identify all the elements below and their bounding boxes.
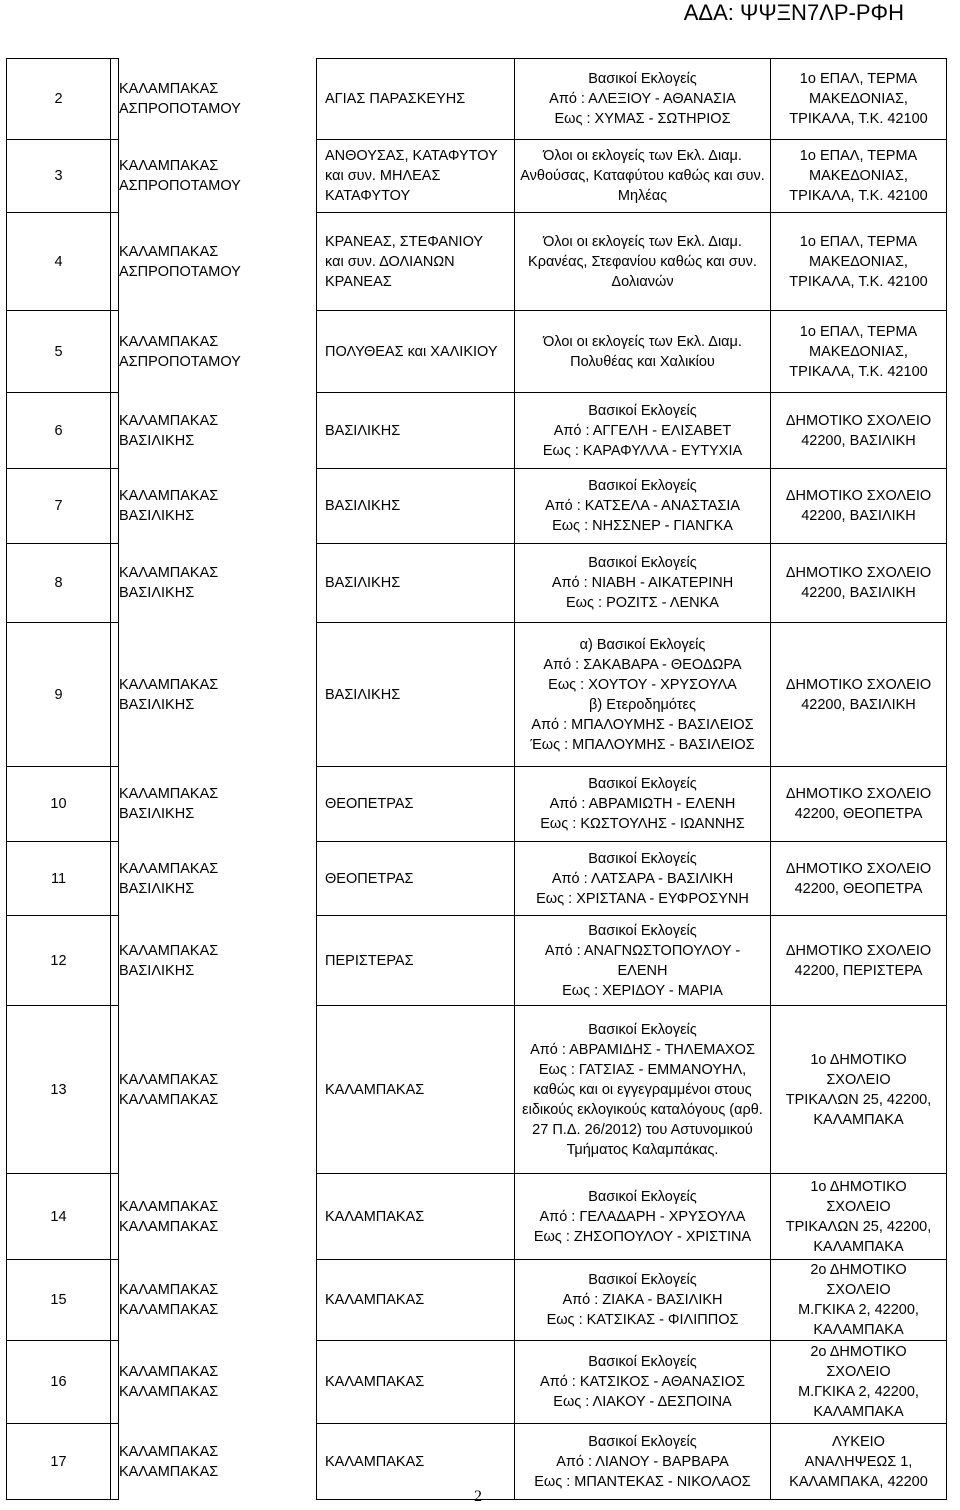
station-number: 6 [7, 393, 111, 469]
station-number: 5 [7, 311, 111, 393]
table-row [7, 311, 947, 393]
polling-venue: 2ο ΔΗΜΟΤΙΚΟ ΣΧΟΛΕΙΟ Μ.ΓΚΙΚΑ 2, 42200, ΚΑΛΑΜΠΑΚΑ [771, 1341, 947, 1424]
voter-range: Όλοι οι εκλογείς των Εκλ. Διαμ. Ανθούσας, Καταφύτου καθώς και συν. Μηλέας [515, 140, 771, 213]
voter-range: Όλοι οι εκλογείς των Εκλ. Διαμ. Κρανέας, Στεφανίου καθώς και συν. Δολιανών [515, 213, 771, 311]
electoral-district: ΘΕΟΠΕΤΡΑΣ [317, 767, 515, 842]
polling-venue: ΛΥΚΕΙΟ ΑΝΑΛΗΨΕΩΣ 1, ΚΑΛΑΜΠΑΚΑ, 42200 [771, 1424, 947, 1500]
municipal-unit: ΚΑΛΑΜΠΑΚΑΣ ΑΣΠΡΟΠΟΤΑΜΟΥ [111, 140, 119, 213]
polling-venue: 1ο ΕΠΑΛ, ΤΕΡΜΑ ΜΑΚΕΔΟΝΙΑΣ, ΤΡΙΚΑΛΑ, Τ.Κ. 42100 [771, 213, 947, 311]
station-number: 15 [7, 1260, 111, 1341]
voter-range: α) Βασικοί Εκλογείς Από : ΣΑΚΑΒΑΡΑ - ΘΕΟΔΩΡΑ Εως : ΧΟΥΤΟΥ - ΧΡΥΣΟΥΛΑ β) Ετεροδημότες Από : ΜΠΑΛΟΥΜΗΣ - ΒΑΣΙΛΕΙΟΣ Έως : ΜΠΑΛΟΥΜΗΣ - ΒΑΣΙΛΕΙΟΣ [515, 623, 771, 767]
empty-cell [119, 393, 317, 469]
municipal-unit: ΚΑΛΑΜΠΑΚΑΣ ΒΑΣΙΛΙΚΗΣ [111, 469, 119, 544]
municipal-unit: ΚΑΛΑΜΠΑΚΑΣ ΚΑΛΑΜΠΑΚΑΣ [111, 1006, 119, 1174]
electoral-district: ΑΝΘΟΥΣΑΣ, ΚΑΤΑΦΥΤΟΥ και συν. ΜΗΛΕΑΣ ΚΑΤΑΦΥΤΟΥ [317, 140, 515, 213]
table-row [7, 544, 947, 623]
voter-range: Βασικοί Εκλογείς Από : ΖΙΑΚΑ - ΒΑΣΙΛΙΚΗ Εως : ΚΑΤΣΙΚΑΣ - ΦΙΛΙΠΠΟΣ [515, 1260, 771, 1341]
empty-cell [119, 1424, 317, 1500]
municipal-unit: ΚΑΛΑΜΠΑΚΑΣ ΚΑΛΑΜΠΑΚΑΣ [111, 1260, 119, 1341]
station-number: 2 [7, 59, 111, 140]
electoral-district: ΒΑΣΙΛΙΚΗΣ [317, 469, 515, 544]
polling-venue: 1ο ΔΗΜΟΤΙΚΟ ΣΧΟΛΕΙΟ ΤΡΙΚΑΛΩΝ 25, 42200, ΚΑΛΑΜΠΑΚΑ [771, 1006, 947, 1174]
electoral-district: ΚΑΛΑΜΠΑΚΑΣ [317, 1174, 515, 1260]
empty-cell [119, 767, 317, 842]
table-row [7, 623, 947, 767]
station-number: 12 [7, 916, 111, 1006]
table-row [7, 213, 947, 311]
voter-range: Βασικοί Εκλογείς Από : ΚΑΤΣΕΛΑ - ΑΝΑΣΤΑΣΙΑ Εως : ΝΗΣΣΝΕΡ - ΓΙΑΝΓΚΑ [515, 469, 771, 544]
municipal-unit: ΚΑΛΑΜΠΑΚΑΣ ΚΑΛΑΜΠΑΚΑΣ [111, 1341, 119, 1424]
polling-stations-table [6, 58, 947, 1500]
polling-venue: ΔΗΜΟΤΙΚΟ ΣΧΟΛΕΙΟ 42200, ΘΕΟΠΕΤΡΑ [771, 842, 947, 916]
empty-cell [119, 544, 317, 623]
table-row [7, 393, 947, 469]
station-number: 10 [7, 767, 111, 842]
table-row [7, 1341, 947, 1424]
empty-cell [119, 916, 317, 1006]
empty-cell [119, 59, 317, 140]
station-number: 11 [7, 842, 111, 916]
municipal-unit: ΚΑΛΑΜΠΑΚΑΣ ΑΣΠΡΟΠΟΤΑΜΟΥ [111, 59, 119, 140]
table-row [7, 1006, 947, 1174]
polling-venue: ΔΗΜΟΤΙΚΟ ΣΧΟΛΕΙΟ 42200, ΘΕΟΠΕΤΡΑ [771, 767, 947, 842]
polling-venue: ΔΗΜΟΤΙΚΟ ΣΧΟΛΕΙΟ 42200, ΠΕΡΙΣΤΕΡΑ [771, 916, 947, 1006]
voter-range: Βασικοί Εκλογείς Από : ΑΛΕΞΙΟΥ - ΑΘΑΝΑΣΙΑ Εως : ΧΥΜΑΣ - ΣΩΤΗΡΙΟΣ [515, 59, 771, 140]
polling-venue: ΔΗΜΟΤΙΚΟ ΣΧΟΛΕΙΟ 42200, ΒΑΣΙΛΙΚΗ [771, 544, 947, 623]
empty-cell [119, 842, 317, 916]
municipal-unit: ΚΑΛΑΜΠΑΚΑΣ ΒΑΣΙΛΙΚΗΣ [111, 393, 119, 469]
polling-venue: 1ο ΕΠΑΛ, ΤΕΡΜΑ ΜΑΚΕΔΟΝΙΑΣ, ΤΡΙΚΑΛΑ, Τ.Κ. 42100 [771, 59, 947, 140]
voter-range: Βασικοί Εκλογείς Από : ΑΝΑΓΝΩΣΤΟΠΟΥΛΟΥ - ΕΛΕΝΗ Εως : ΧΕΡΙΔΟΥ - ΜΑΡΙΑ [515, 916, 771, 1006]
municipal-unit: ΚΑΛΑΜΠΑΚΑΣ ΒΑΣΙΛΙΚΗΣ [111, 544, 119, 623]
polling-venue: 2ο ΔΗΜΟΤΙΚΟ ΣΧΟΛΕΙΟ Μ.ΓΚΙΚΑ 2, 42200, ΚΑΛΑΜΠΑΚΑ [771, 1260, 947, 1341]
ada-code: ΑΔΑ: ΨΨΞΝ7ΛΡ-ΡΦΗ [683, 0, 904, 25]
voter-range: Βασικοί Εκλογείς Από : ΛΑΤΣΑΡΑ - ΒΑΣΙΛΙΚΗ Εως : ΧΡΙΣΤΑΝΑ - ΕΥΦΡΟΣΥΝΗ [515, 842, 771, 916]
station-number: 17 [7, 1424, 111, 1500]
station-number: 3 [7, 140, 111, 213]
station-number: 8 [7, 544, 111, 623]
electoral-district: ΒΑΣΙΛΙΚΗΣ [317, 544, 515, 623]
polling-venue: 1ο ΔΗΜΟΤΙΚΟ ΣΧΟΛΕΙΟ ΤΡΙΚΑΛΩΝ 25, 42200, ΚΑΛΑΜΠΑΚΑ [771, 1174, 947, 1260]
empty-cell [119, 140, 317, 213]
voter-range: Όλοι οι εκλογείς των Εκλ. Διαμ. Πολυθέας και Χαλικίου [515, 311, 771, 393]
station-number: 14 [7, 1174, 111, 1260]
voter-range: Βασικοί Εκλογείς Από : ΑΒΡΑΜΙΩΤΗ - ΕΛΕΝΗ Εως : ΚΩΣΤΟΥΛΗΣ - ΙΩΑΝΝΗΣ [515, 767, 771, 842]
electoral-district: ΒΑΣΙΛΙΚΗΣ [317, 623, 515, 767]
municipal-unit: ΚΑΛΑΜΠΑΚΑΣ ΚΑΛΑΜΠΑΚΑΣ [111, 1174, 119, 1260]
electoral-district: ΚΑΛΑΜΠΑΚΑΣ [317, 1424, 515, 1500]
polling-venue: ΔΗΜΟΤΙΚΟ ΣΧΟΛΕΙΟ 42200, ΒΑΣΙΛΙΚΗ [771, 469, 947, 544]
station-number: 13 [7, 1006, 111, 1174]
electoral-district: ΘΕΟΠΕΤΡΑΣ [317, 842, 515, 916]
municipal-unit: ΚΑΛΑΜΠΑΚΑΣ ΑΣΠΡΟΠΟΤΑΜΟΥ [111, 213, 119, 311]
station-number: 9 [7, 623, 111, 767]
station-number: 4 [7, 213, 111, 311]
table-row [7, 767, 947, 842]
table-row [7, 59, 947, 140]
polling-venue: ΔΗΜΟΤΙΚΟ ΣΧΟΛΕΙΟ 42200, ΒΑΣΙΛΙΚΗ [771, 393, 947, 469]
electoral-district: ΚΑΛΑΜΠΑΚΑΣ [317, 1341, 515, 1424]
station-number: 16 [7, 1341, 111, 1424]
voter-range: Βασικοί Εκλογείς Από : ΑΒΡΑΜΙΔΗΣ - ΤΗΛΕΜΑΧΟΣ Εως : ΓΑΤΣΙΑΣ - ΕΜΜΑΝΟΥΗΛ, καθώς και οι εγγεγραμμένοι στους ειδικούς εκλογικούς καταλόγους (αρθ. 27 Π.Δ. 26/2012) του Αστυνομικού Τμήματος Καλαμπάκας. [515, 1006, 771, 1174]
voter-range: Βασικοί Εκλογείς Από : ΓΕΛΑΔΑΡΗ - ΧΡΥΣΟΥΛΑ Εως : ΖΗΣΟΠΟΥΛΟΥ - ΧΡΙΣΤΙΝΑ [515, 1174, 771, 1260]
table-row [7, 469, 947, 544]
polling-venue: 1ο ΕΠΑΛ, ΤΕΡΜΑ ΜΑΚΕΔΟΝΙΑΣ, ΤΡΙΚΑΛΑ, Τ.Κ. 42100 [771, 140, 947, 213]
voter-range: Βασικοί Εκλογείς Από : ΛΙΑΝΟΥ - ΒΑΡΒΑΡΑ Εως : ΜΠΑΝΤΕΚΑΣ - ΝΙΚΟΛΑΟΣ [515, 1424, 771, 1500]
municipal-unit: ΚΑΛΑΜΠΑΚΑΣ ΚΑΛΑΜΠΑΚΑΣ [111, 1424, 119, 1500]
voter-range: Βασικοί Εκλογείς Από : ΚΑΤΣΙΚΟΣ - ΑΘΑΝΑΣΙΟΣ Εως : ΛΙΑΚΟΥ - ΔΕΣΠΟΙΝΑ [515, 1341, 771, 1424]
empty-cell [119, 311, 317, 393]
table-row [7, 140, 947, 213]
empty-cell [119, 1174, 317, 1260]
municipal-unit: ΚΑΛΑΜΠΑΚΑΣ ΑΣΠΡΟΠΟΤΑΜΟΥ [111, 311, 119, 393]
electoral-district: ΒΑΣΙΛΙΚΗΣ [317, 393, 515, 469]
empty-cell [119, 469, 317, 544]
table-row [7, 842, 947, 916]
empty-cell [119, 1341, 317, 1424]
voter-range: Βασικοί Εκλογείς Από : ΑΓΓΕΛΗ - ΕΛΙΣΑΒΕΤ Εως : ΚΑΡΑΦΥΛΛΑ - ΕΥΤΥΧΙΑ [515, 393, 771, 469]
empty-cell [119, 623, 317, 767]
table-row [7, 916, 947, 1006]
municipal-unit: ΚΑΛΑΜΠΑΚΑΣ ΒΑΣΙΛΙΚΗΣ [111, 842, 119, 916]
page-number: 2 [474, 1488, 482, 1505]
electoral-district: ΑΓΙΑΣ ΠΑΡΑΣΚΕΥΗΣ [317, 59, 515, 140]
voter-range: Βασικοί Εκλογείς Από : ΝΙΑΒΗ - ΑΙΚΑΤΕΡΙΝΗ Εως : ΡΟΖΙΤΣ - ΛΕΝΚΑ [515, 544, 771, 623]
municipal-unit: ΚΑΛΑΜΠΑΚΑΣ ΒΑΣΙΛΙΚΗΣ [111, 623, 119, 767]
table-row [7, 1260, 947, 1341]
empty-cell [119, 1260, 317, 1341]
electoral-district: ΚΑΛΑΜΠΑΚΑΣ [317, 1006, 515, 1174]
municipal-unit: ΚΑΛΑΜΠΑΚΑΣ ΒΑΣΙΛΙΚΗΣ [111, 916, 119, 1006]
electoral-district: ΚΑΛΑΜΠΑΚΑΣ [317, 1260, 515, 1341]
empty-cell [119, 213, 317, 311]
electoral-district: ΠΟΛΥΘΕΑΣ και ΧΑΛΙΚΙΟΥ [317, 311, 515, 393]
polling-venue: 1ο ΕΠΑΛ, ΤΕΡΜΑ ΜΑΚΕΔΟΝΙΑΣ, ΤΡΙΚΑΛΑ, Τ.Κ. 42100 [771, 311, 947, 393]
table-row [7, 1174, 947, 1260]
empty-cell [119, 1006, 317, 1174]
electoral-district: ΠΕΡΙΣΤΕΡΑΣ [317, 916, 515, 1006]
polling-venue: ΔΗΜΟΤΙΚΟ ΣΧΟΛΕΙΟ 42200, ΒΑΣΙΛΙΚΗ [771, 623, 947, 767]
station-number: 7 [7, 469, 111, 544]
electoral-district: ΚΡΑΝΕΑΣ, ΣΤΕΦΑΝΙΟΥ και συν. ΔΟΛΙΑΝΩΝ ΚΡΑΝΕΑΣ [317, 213, 515, 311]
municipal-unit: ΚΑΛΑΜΠΑΚΑΣ ΒΑΣΙΛΙΚΗΣ [111, 767, 119, 842]
